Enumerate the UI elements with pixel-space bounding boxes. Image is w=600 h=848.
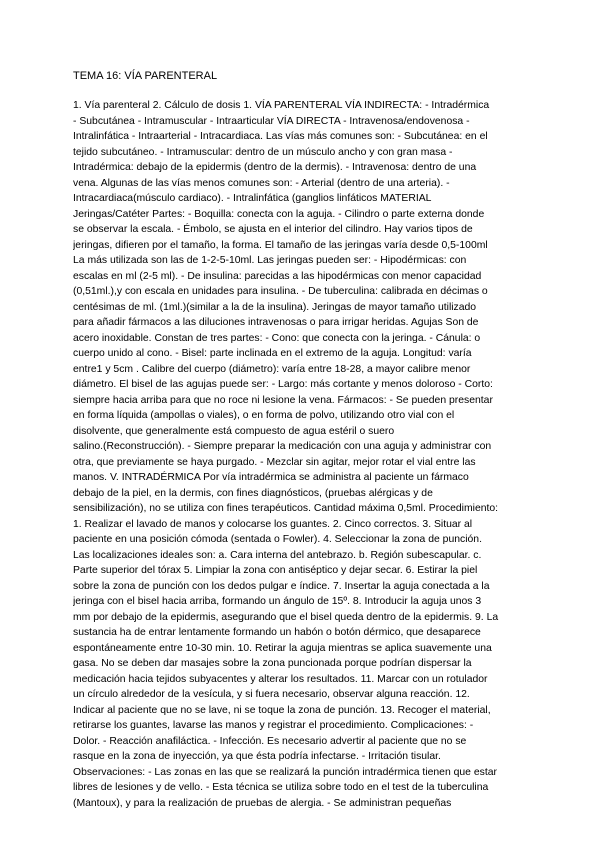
body-line: La más utilizada son las de 1-2-5-10ml. Las jeringas pueden ser: - Hipodérmicas: con <box>73 255 467 266</box>
body-line: Dolor. - Reacción anafiláctica. - Infección. Es necesario advertir al paciente que no se <box>73 735 467 747</box>
body-line: un círculo alrededor de la vesícula, y si fuera necesario, observar alguna reacción. 12. <box>73 689 470 700</box>
body-line: medicación hacia tejidos subyacentes y alterar los resultados. 11. Marcar con un rotulador <box>73 673 488 685</box>
body-line: salino.(Reconstrucción). - Siempre preparar la medicación con una aguja y administrar con <box>73 441 492 452</box>
body-line: otra, que previamente se haya purgado. - Mezclar sin agitar, mejor rotar el vial entre las <box>73 456 476 468</box>
body-line: mm por debajo de la epidermis, asegurando que el bisel queda dentro de la epidermis. 9. La <box>73 611 499 623</box>
body-line: debajo de la piel, en la dermis, con fines diagnósticos, (pruebas alérgicas y de <box>73 487 433 499</box>
body-line: se observar la escala. - Émbolo, se ajusta en el interior del cilindro. Hay varios tipos de <box>73 224 473 235</box>
body-line: disolvente, que generalmente está compuesto de agua estéril o suero <box>73 425 395 437</box>
body-line: diámetro. El bisel de las agujas puede ser: - Largo: más cortante y menos doloroso - Corto: <box>73 379 493 390</box>
document-body <box>73 98 543 811</box>
body-line: 1. Realizar el lavado de manos y colocarse los guantes. 2. Cinco correctos. 3. Situar al <box>73 518 473 530</box>
body-line: Intralinfática - Intraarterial - Intracardiaca. Las vías más comunes son: - Subcutánea: en el <box>73 131 488 142</box>
body-line: retirarse los guantes, lavarse las manos y registrar el procedimiento. Complicaciones: - <box>73 720 474 731</box>
body-line: para añadir fármacos a las diluciones intravenosas o para irrigar heridas. Agujas Son de <box>73 317 479 328</box>
body-line: sobre la zona de punción con los dedos pulgar e índice. 7. Insertar la aguja conectada a la <box>73 580 490 592</box>
body-line: Intracardiaca(músculo cardiaco). - Intralinfática (ganglios linfáticos MATERIAL <box>73 193 432 204</box>
body-line: vena. Algunas de las vías menos comunes son: - Arterial (dentro de una arteria). - <box>73 177 450 189</box>
body-line: Intradérmica: debajo de la epidermis (dentro de la dermis). - Intravenosa: dentro de una <box>73 162 477 173</box>
body-line: en forma líquida (ampollas o viales), o en forma de polvo, utilizando otro vial con el <box>73 410 455 421</box>
body-line: entre1 y 5cm . Calibre del cuerpo (diámetro): varía entre 18-28, a mayor calibre menor <box>73 363 471 375</box>
body-line: (0,51ml.),y con escala en unidades para insulina. - De tuberculina: calibrada en décimas o <box>73 286 488 297</box>
body-line: escalas en ml (2-5 ml). - De insulina: parecidas a las hipodérmicas con menor capacidad <box>73 270 482 282</box>
body-line: cuerpo unido al cono. - Bisel: parte inclinada en el extremo de la aguja. Longitud: varía <box>73 348 472 359</box>
body-line: sensibilización), no se utiliza con fines terapéuticos. Cantidad máxima 0,5ml. Procedimiento: <box>73 503 499 514</box>
document-title: TEMA 16: VÍA PARENTERAL <box>73 70 218 82</box>
body-line: Las localizaciones ideales son: a. Cara interna del antebrazo. b. Región subescapular. c. <box>73 549 482 561</box>
body-line: jeringa con el bisel hacia arriba, formando un ángulo de 15º. 8. Introducir la aguja unos 3 <box>73 596 482 607</box>
body-line: acero inoxidable. Constan de tres partes: - Cono: que conecta con la jeringa. - Cánula: o <box>73 332 481 344</box>
body-line: - Subcutánea - Intramuscular - Intraarticular VÍA DIRECTA - Intravenosa/endovenosa - <box>73 115 470 127</box>
body-line: libres de lesiones y de vello. - Esta técnica se utiliza sobre todo en el test de la tuberculina <box>73 782 489 793</box>
body-line: espontáneamente entre 10-30 min. 10. Retirar la aguja mientras se aplica suavemente una <box>73 642 492 654</box>
body-line: siempre hacia arriba para que no roce ni lesione la vena. Fármacos: - Se pueden presentar <box>73 394 493 406</box>
body-line: Observaciones: - Las zonas en las que se realizará la punción intradérmica tienen que estar <box>73 766 497 778</box>
body-line: sustancia ha de entrar lentamente formando un habón o botón dérmico, que desaparece <box>73 627 481 638</box>
body-line: (Mantoux), y para la realización de pruebas de alergia. - Se administran pequeñas <box>73 797 452 809</box>
body-line: Indicar al paciente que no se lave, ni se toque la zona de punción. 13. Recoger el material, <box>73 704 491 716</box>
body-line: manos. V. INTRADÉRMICA Por vía intradérmica se administra al paciente un fármaco <box>73 472 469 483</box>
body-line: paciente en una posición cómoda (sentada o Fowler). 4. Seleccionar la zona de punción. <box>73 534 482 545</box>
body-line: Jeringas/Catéter Partes: - Boquilla: conecta con la aguja. - Cilindro o parte externa donde <box>73 208 485 220</box>
body-line: centésimas de ml. (1ml.)(similar a la de la insulina). Jeringas de mayor tamaño utilizado <box>73 301 477 313</box>
body-line: tejido subcutáneo. - Intramuscular: dentro de un músculo ancho y con gran masa - <box>73 146 453 158</box>
body-line: gasa. No se deben dar masajes sobre la zona puncionada porque podrían dispersar la <box>73 658 472 669</box>
body-line: 1. Vía parenteral 2. Cálculo de dosis 1. VÍA PARENTERAL VÍA INDIRECTA: - Intradérmica <box>73 100 490 111</box>
body-line: Parte superior del tórax 5. Limpiar la zona con antiséptico y dejar secar. 6. Estirar la piel <box>73 565 478 576</box>
body-line: jeringas, difieren por el tamaño, la forma. El tamaño de las jeringas varía desde 0,5-100ml <box>73 239 488 251</box>
body-line: rasque en la zona de inyección, ya que ésta podría infectarse. - Irritación tisular. <box>73 751 441 762</box>
